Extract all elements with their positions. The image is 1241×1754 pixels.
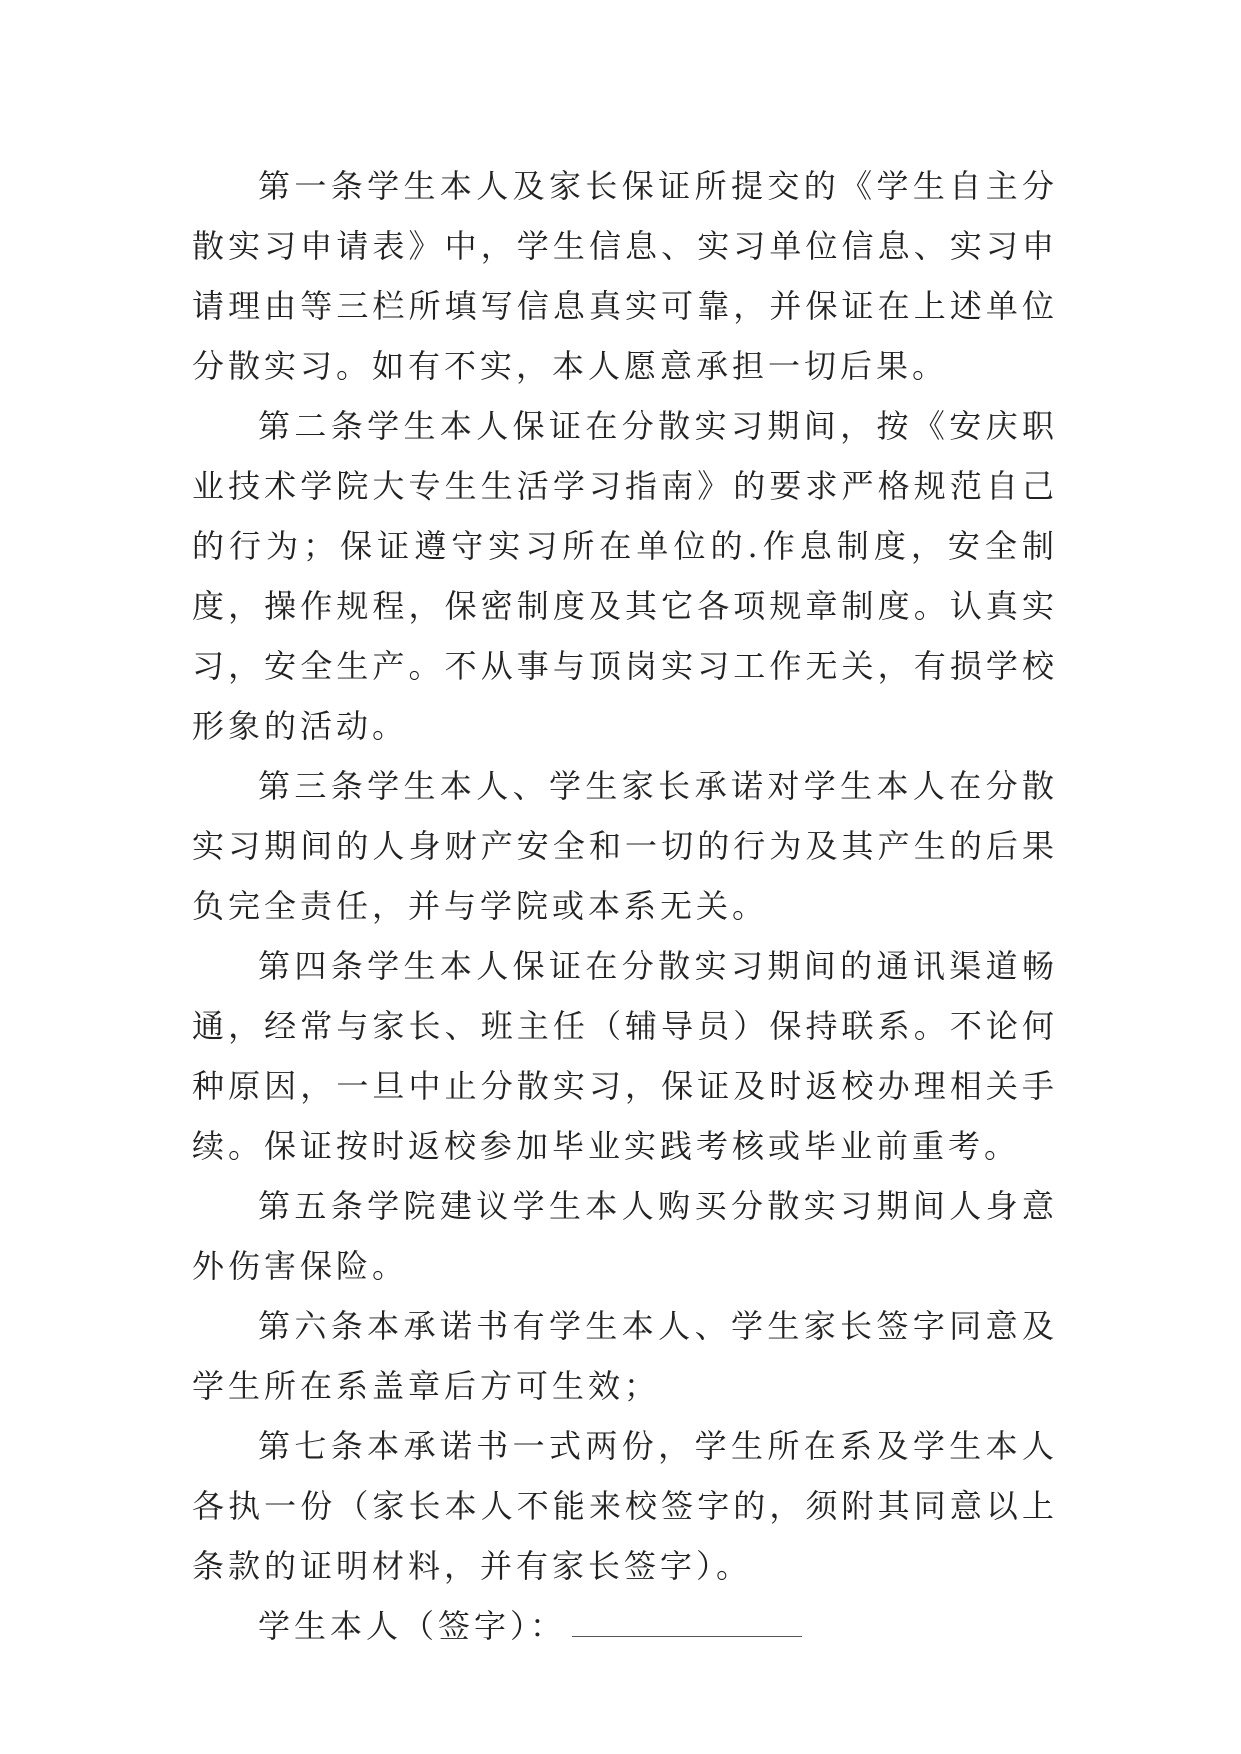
clause-6: 第六条本承诺书有学生本人、学生家长签字同意及学生所在系盖章后方可生效； bbox=[192, 1307, 1058, 1405]
student-signature-row bbox=[192, 1596, 1058, 1656]
student-signature-blank bbox=[572, 1602, 802, 1637]
clause-4: 第四条学生本人保证在分散实习期间的通讯渠道畅通，经常与家长、班主任（辅导员）保持联系。不论何种原因，一旦中止分散实习，保证及时返校办理相关手续。保证按时返校参加毕业实践考核或毕业前重考。 bbox=[192, 947, 1058, 1165]
clause-1: 第一条学生本人及家长保证所提交的《学生自主分散实习申请表》中，学生信息、实习单位信息、实习申请理由等三栏所填写信息真实可靠，并保证在上述单位分散实习。如有不实，本人愿意承担一切后果。 bbox=[192, 167, 1058, 385]
student-signature-label: 学生本人（签字）： bbox=[258, 1607, 567, 1645]
clause-3: 第三条学生本人、学生家长承诺对学生本人在分散实习期间的人身财产安全和一切的行为及其产生的后果负完全责任，并与学院或本系无关。 bbox=[192, 767, 1058, 925]
clause-7: 第七条本承诺书一式两份，学生所在系及学生本人各执一份（家长本人不能来校签字的，须附其同意以上条款的证明材料，并有家长签字）。 bbox=[192, 1427, 1058, 1585]
document-body bbox=[192, 156, 1058, 1656]
clause-2: 第二条学生本人保证在分散实习期间，按《安庆职业技术学院大专生生活学习指南》的要求严格规范自己的行为；保证遵守实习所在单位的.作息制度，安全制度，操作规程，保密制度及其它各项规章制度。认真实习，安全生产。不从事与顶岗实习工作无关，有损学校形象的活动。 bbox=[192, 407, 1058, 745]
clause-5: 第五条学院建议学生本人购买分散实习期间人身意外伤害保险。 bbox=[192, 1187, 1058, 1285]
